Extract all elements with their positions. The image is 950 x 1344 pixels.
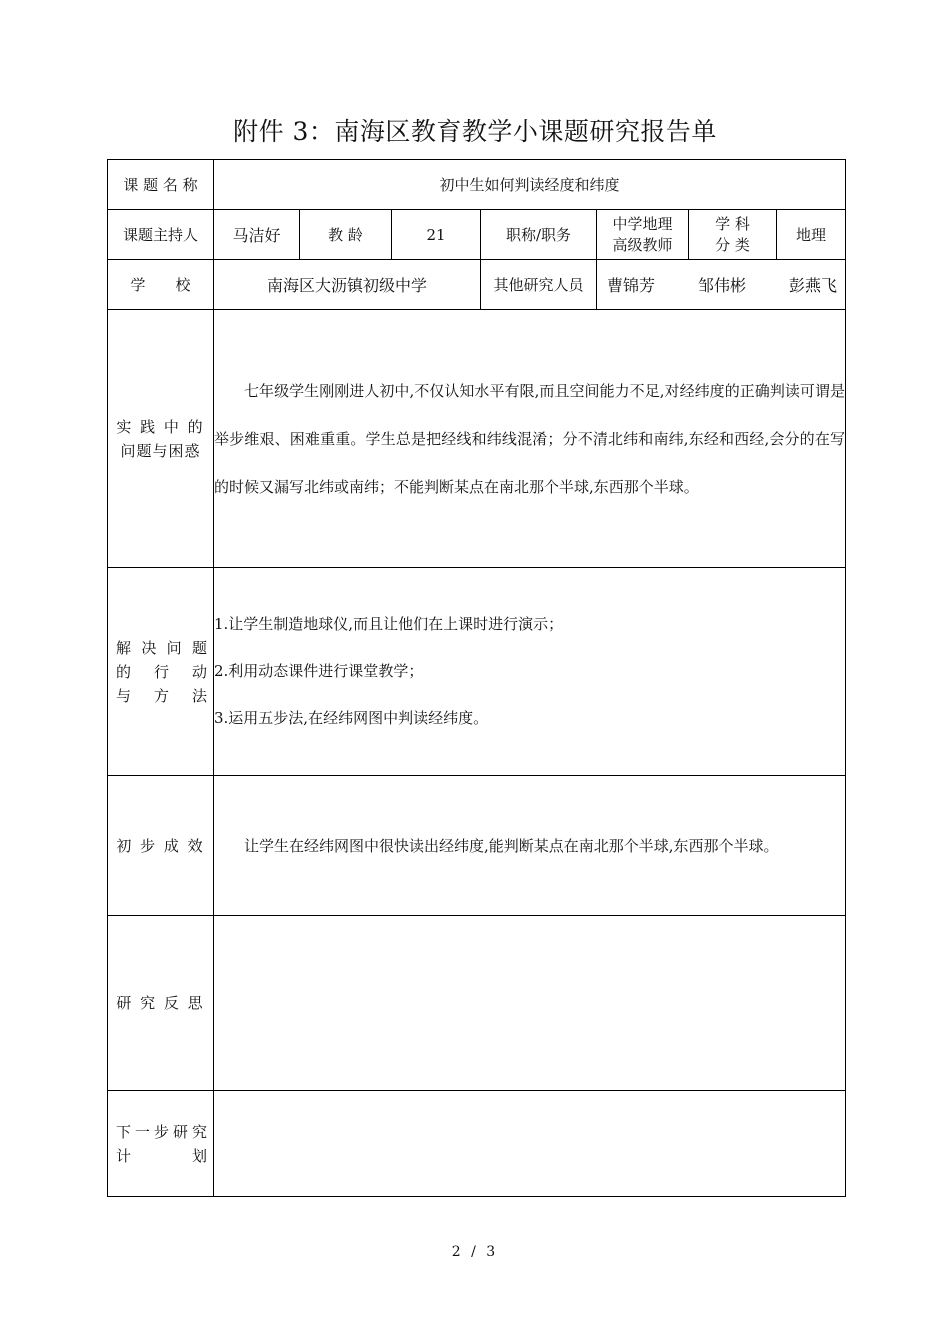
effect-text: 让学生在经纬网图中很快读出经纬度,能判断某点在南北那个半球,东西那个半球。 (214, 776, 846, 916)
plan-row (108, 1091, 846, 1197)
subject-label-line-2: 分 类 (715, 235, 750, 254)
others-value (597, 260, 846, 310)
page-number: 2 / 3 (451, 1244, 499, 1260)
action-label-line-1: 解 决 问 题 (116, 638, 207, 657)
plan-label-line-2: 计 划 (116, 1146, 207, 1165)
title-value-line-2: 高级教师 (612, 235, 673, 254)
school-row (108, 260, 846, 310)
host-value: 马洁好 (214, 210, 300, 260)
problem-label (108, 310, 214, 568)
effect-row (108, 776, 846, 916)
topic-row (108, 160, 846, 210)
action-item: 3.运用五步法,在经纬网图中判读经纬度。 (214, 709, 489, 727)
action-row (108, 568, 846, 776)
school-label: 学 校 (108, 260, 214, 310)
subject-value: 地理 (777, 210, 846, 260)
reflection-text (214, 916, 846, 1091)
document-title: 附件 3：南海区教育教学小课题研究报告单 (233, 117, 717, 146)
problem-label-line-1: 实 践 中 的 (116, 417, 205, 436)
others-label: 其他研究人员 (481, 260, 597, 310)
reflection-row (108, 916, 846, 1091)
report-table (107, 159, 846, 1197)
action-label-line-2: 的 行 动 (116, 662, 207, 681)
other-researcher: 曹锦芳 (607, 276, 656, 295)
action-label-line-3: 与 方 法 (116, 686, 207, 705)
action-list (214, 568, 846, 776)
host-label: 课题主持人 (108, 210, 214, 260)
plan-label-line-1: 下一步研究 (116, 1122, 207, 1141)
action-item: 1.让学生制造地球仪,而且让他们在上课时进行演示； (214, 615, 564, 633)
title-value (597, 210, 689, 260)
problem-row (108, 310, 846, 568)
topic-value: 初中生如何判读经度和纬度 (214, 160, 846, 210)
reflection-label: 研 究 反 思 (108, 916, 214, 1091)
action-item: 2.利用动态课件进行课堂教学； (214, 662, 424, 680)
problem-label-line-2: 问题与困惑 (120, 441, 201, 460)
host-row (108, 210, 846, 260)
subject-label-line-1: 学 科 (715, 214, 750, 233)
other-researcher: 彭燕飞 (788, 276, 837, 295)
effect-label: 初 步 成 效 (108, 776, 214, 916)
title-value-line-1: 中学地理 (612, 214, 673, 233)
plan-text (214, 1091, 846, 1197)
problem-text: 七年级学生刚刚进人初中,不仅认知水平有限,而且空间能力不足,对经纬度的正确判读可谓是举步维艰、困难重重。学生总是把经线和纬线混淆；分不清北纬和南纬,东经和西经,会分的在写的时候又漏写北纬或南纬；不能判断某点在南北那个半球,东西那个半球。 (214, 310, 846, 568)
title-label: 职称/职务 (481, 210, 597, 260)
age-label: 教 龄 (300, 210, 392, 260)
plan-label (108, 1091, 214, 1197)
age-value: 21 (392, 210, 481, 260)
other-researcher: 邹伟彬 (697, 276, 746, 295)
school-value: 南海区大沥镇初级中学 (214, 260, 481, 310)
topic-label: 课 题 名 称 (108, 160, 214, 210)
subject-label (689, 210, 777, 260)
action-label (108, 568, 214, 776)
